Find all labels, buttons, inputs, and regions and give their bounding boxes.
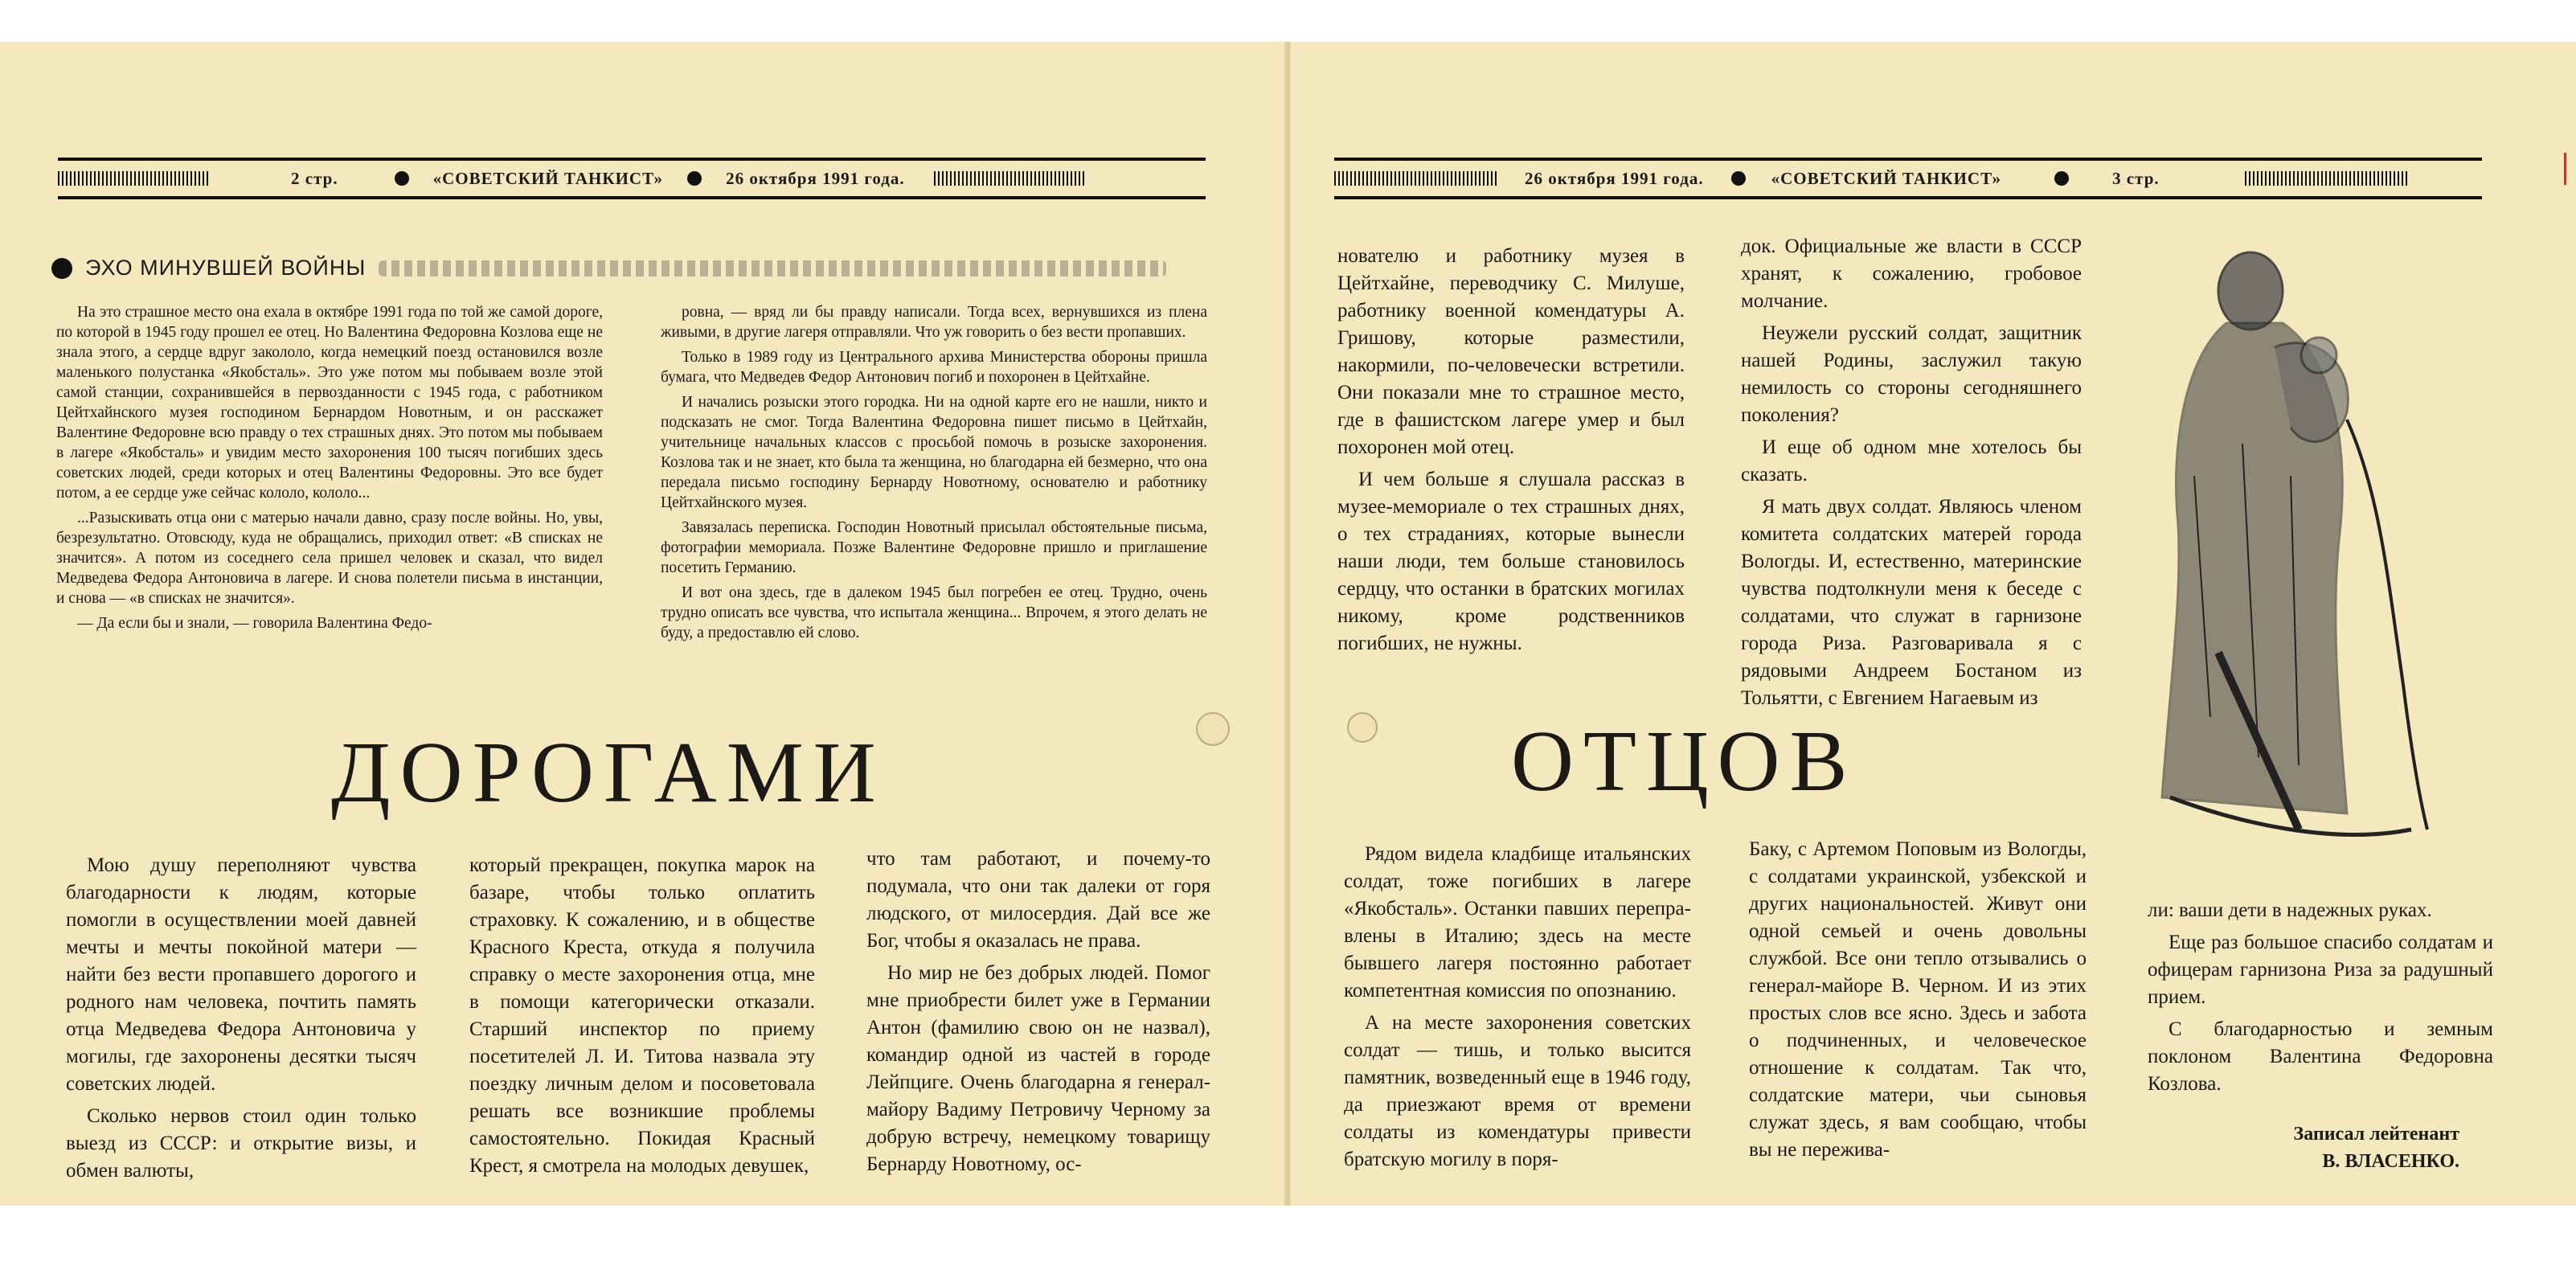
byline xyxy=(2170,1120,2459,1175)
decor-hatch xyxy=(2245,171,2410,186)
bullet-icon xyxy=(1731,171,1746,186)
paragraph: нователю и работнику музея в Цейтхайне, переводчику С. Милуше, работнику военной комендатуры А. Гришову, которые разместили, накормили, по-человечески встретили. Они показали мне то страшное место, где в фашистском лагере умер и был похоронен мой отец. xyxy=(1337,245,1685,458)
paragraph: И вот она здесь, где в далеком 1945 был погребен ее отец. Трудно, очень трудно описать все чувства, что испытала женщина... Впрочем, я этого делать не буду, а предоставлю ей слово. xyxy=(661,584,1207,641)
paragraph: И еще об одном мне хотелось бы сказать. xyxy=(1741,436,2082,485)
bullet-icon xyxy=(51,258,72,279)
paragraph: Сколько нервов стоил один только выезд из СССР: и открытие визы, и обмен валюты, xyxy=(66,1105,416,1182)
paragraph: И чем больше я слушала рассказ в музее-мемориале о тех страшных днях, о тех страданиях, которые вынесли наши люди, тем больше становилось сердцу, что останки в братских могилах никому, кроме родственников погибших, не нужны. xyxy=(1337,469,1685,654)
paragraph: док. Официальные же власти в СССР хранят, к сожалению, гробовое молчание. xyxy=(1741,236,2082,312)
issue-date: 26 октября 1991 года. xyxy=(1525,168,1704,188)
paragraph: Но мир не без добрых людей. Помог мне приобрести билет уже в Германии Антон (фамилию свою он не назвал), командир одной из частей в городе Лейпциге. Очень благодарна я генерал-майору Вадиму Петровичу Черному за добрую встречу, немецкому товарищу Бернарду Новотному, ос- xyxy=(866,962,1210,1175)
soldier-monument-drawing xyxy=(2138,235,2443,854)
right-upper-col-1 xyxy=(1337,243,1685,662)
decor-hatch xyxy=(934,171,1087,186)
bullet-icon xyxy=(395,171,409,186)
bullet-icon xyxy=(687,171,702,186)
kicker-text: ЭХО МИНУВШЕЙ ВОЙНЫ xyxy=(85,256,367,280)
paragraph: Я мать двух солдат. Являюсь членом комитета солдатских матерей города Вологды. И, естественно, материнские чувства подтолкнули меня к беседе с солдатами, что служат в гарнизоне города Риза. Разговаривала я с рядовыми Андреем Бостаном из Тольятти, с Евгением Нагаевым из xyxy=(1741,496,2082,709)
paragraph: Неужели русский солдат, защитник нашей Родины, заслужил такую немилость со стороны сегодняшнего поколения? xyxy=(1741,322,2082,426)
punch-hole xyxy=(1196,712,1230,746)
right-masthead-rule xyxy=(1334,158,2482,199)
paragraph: ...Разыскивать отца они с матерью начали давно, сразу после войны. Но, увы, безрезультатно. Отовсюду, куда не обращались, приходил ответ: «В списках не значится». А потом из соседнего села пришел человек и сказал, что видел Медведева Федора Антоновича в лагере. И снова полетели письма в инстанции, и снова — «в списках не значится». xyxy=(56,510,603,607)
right-lower-col-2 xyxy=(1749,836,2087,1169)
page-number: 3 стр. xyxy=(2112,168,2160,188)
decor-hatch xyxy=(58,171,211,186)
page-fold xyxy=(1284,42,1291,1206)
left-upper-col-2 xyxy=(661,302,1207,648)
paragraph: ровна, — вряд ли бы правду написали. Тогда всех, вернувшихся из плена живыми, в другие лагеря отправляли. Что уж говорить о без вести пропавших. xyxy=(661,304,1207,341)
newspaper-title: «СОВЕТСКИЙ ТАНКИСТ» xyxy=(432,168,664,188)
newspaper-title: «СОВЕТСКИЙ ТАНКИСТ» xyxy=(1771,168,2002,188)
headline-right: ОТЦОВ xyxy=(1511,714,1857,809)
right-upper-col-2 xyxy=(1741,233,2082,717)
decor-hatch xyxy=(1334,171,1499,186)
bullet-icon xyxy=(2054,171,2069,186)
left-upper-col-1 xyxy=(56,302,603,638)
section-kicker xyxy=(51,256,1166,281)
paragraph: который прекращен, покупка марок на базаре, чтобы только оплатить страховку. К сожалению, и в обществе Красного Креста, откуда я получила справку о месте захоронения отца, мне в помощи категорически отказали. Старший инспектор по приему посетителей Л. И. Титова назвала эту поездку личным делом и посоветовала решать все возникшие проблемы самостоятельно. Покидая Красный Крест, я смотрела на молодых девушек, xyxy=(469,854,815,1177)
paragraph: Еще раз большое спасибо солдатам и офицерам гарнизона Риза за радушный прием. xyxy=(2148,932,2493,1008)
byline-name: В. ВЛАСЕНКО. xyxy=(2322,1151,2459,1172)
right-lower-col-3 xyxy=(2148,897,2493,1103)
paragraph: — Да если бы и знали, — говорила Валентина Федо- xyxy=(77,615,432,632)
paragraph: ли: ваши дети в надежных руках. xyxy=(2148,899,2432,921)
left-lower-col-1 xyxy=(66,852,416,1190)
paragraph: С благодарностью и земным поклоном Валентина Федоровна Козлова. xyxy=(2148,1018,2493,1095)
paragraph: А на месте захоронения советских солдат — тишь, и только высится памятник, возведенный еще в 1946 году, да приезжают время от времени солдаты из комендатуры привести братскую могилу в поря- xyxy=(1344,1012,1691,1170)
byline-role: Записал лейтенант xyxy=(2293,1124,2459,1145)
page-number: 2 стр. xyxy=(291,168,338,188)
paragraph: И начались розыски этого городка. Ни на одной карте его не нашли, никто и подсказать не смог. Тогда Валентина Федоровна пишет письмо в Цейтхайн, учительнице начальных классов с просьбой помочь в розыске захоронения. Козлова так и не знает, кто была та женщина, но благодарна ей безмерно, что она передала письмо господину Бернарду Новотному, основателю и работнику Цейтхайнского музея. xyxy=(661,394,1207,511)
left-lower-col-3 xyxy=(866,846,1210,1183)
left-lower-col-2 xyxy=(469,852,815,1185)
issue-date: 26 октября 1991 года. xyxy=(726,168,905,188)
left-masthead-rule xyxy=(58,158,1206,199)
punch-hole xyxy=(1347,712,1378,743)
paragraph: Завязалась переписка. Господин Новотный присылал обстоятельные письма, фотографии мемориала. Позже Валентине Федоровне пришло и приглашение посетить Германию. xyxy=(661,519,1207,576)
paragraph: что там работают, и почему-то подумала, что они так далеки от горя людского, от милосердия. Дай все же Бог, чтобы я оказалась не права. xyxy=(866,848,1210,952)
paragraph: На это страшное место она ехала в октябре 1991 года по той же самой дороге, по которой в 1945 году прошел ее отец. Но Валентина Федоровна Козлова еще не знала этого, а сердце вдруг закололо, когда немецкий поезд остановился возле маленького полустанка «Якобсталь». Это уже потом мы побываем возле этой самой станции, сохранившейся в первозданности с 1945 года, с работником Цейтхайнского музея господином Бернардом Новотным, и он расскажет Валентине Федоровне всю правду о тех страшных днях. Это потом мы побываем в лагере «Якобсталь» и увидим место захоронения 100 тысяч погибших здесь советских людей, среди которых и отец Валентины Федоровны. Это все будет потом, а ее сердце уже сейчас кололо, кололо... xyxy=(56,304,603,502)
paragraph: Мою душу переполняют чувства благодарности к людям, которые помогли в осуществлении моей давней мечты и мечты покойной матери — найти без вести пропавшего дорогого и родного нам человека, почтить память отца Медведева Федора Антоновича у могилы, где захоронены десятки тысяч советских людей. xyxy=(66,854,416,1095)
paragraph: Баку, с Артемом Поповым из Вологды, с солдатами украинской, узбекской и других национальностей. Живут они одной семьей и очень довольны службой. Все они тепло отзывались о генерал-майоре В. Черном. И из этих простых слов все ясно. Здесь и забота о подчиненных, и человеческое отношение к солдатам. Так что, солдатские матери, чьи сыновья служат здесь, я вам сообщаю, чтобы вы не пережива- xyxy=(1749,838,2087,1161)
headline-left: ДОРОГАМИ xyxy=(331,725,886,821)
paragraph: Только в 1989 году из Центрального архива Министерства обороны пришла бумага, что Медведев Федор Антонович погиб и похоронен в Цейтхайне. xyxy=(661,349,1207,386)
paragraph: Рядом видела кладбище итальянских солдат, тоже погибших в лагере «Якобсталь». Останки павших переправлены в Италию; здесь на месте бывшего лагеря постоянно работает компетентная комиссия по опознанию. xyxy=(1344,843,1691,1002)
right-lower-col-1 xyxy=(1344,841,1691,1178)
red-pencil-mark xyxy=(2564,153,2566,185)
decor-wavy-line xyxy=(379,260,1166,276)
